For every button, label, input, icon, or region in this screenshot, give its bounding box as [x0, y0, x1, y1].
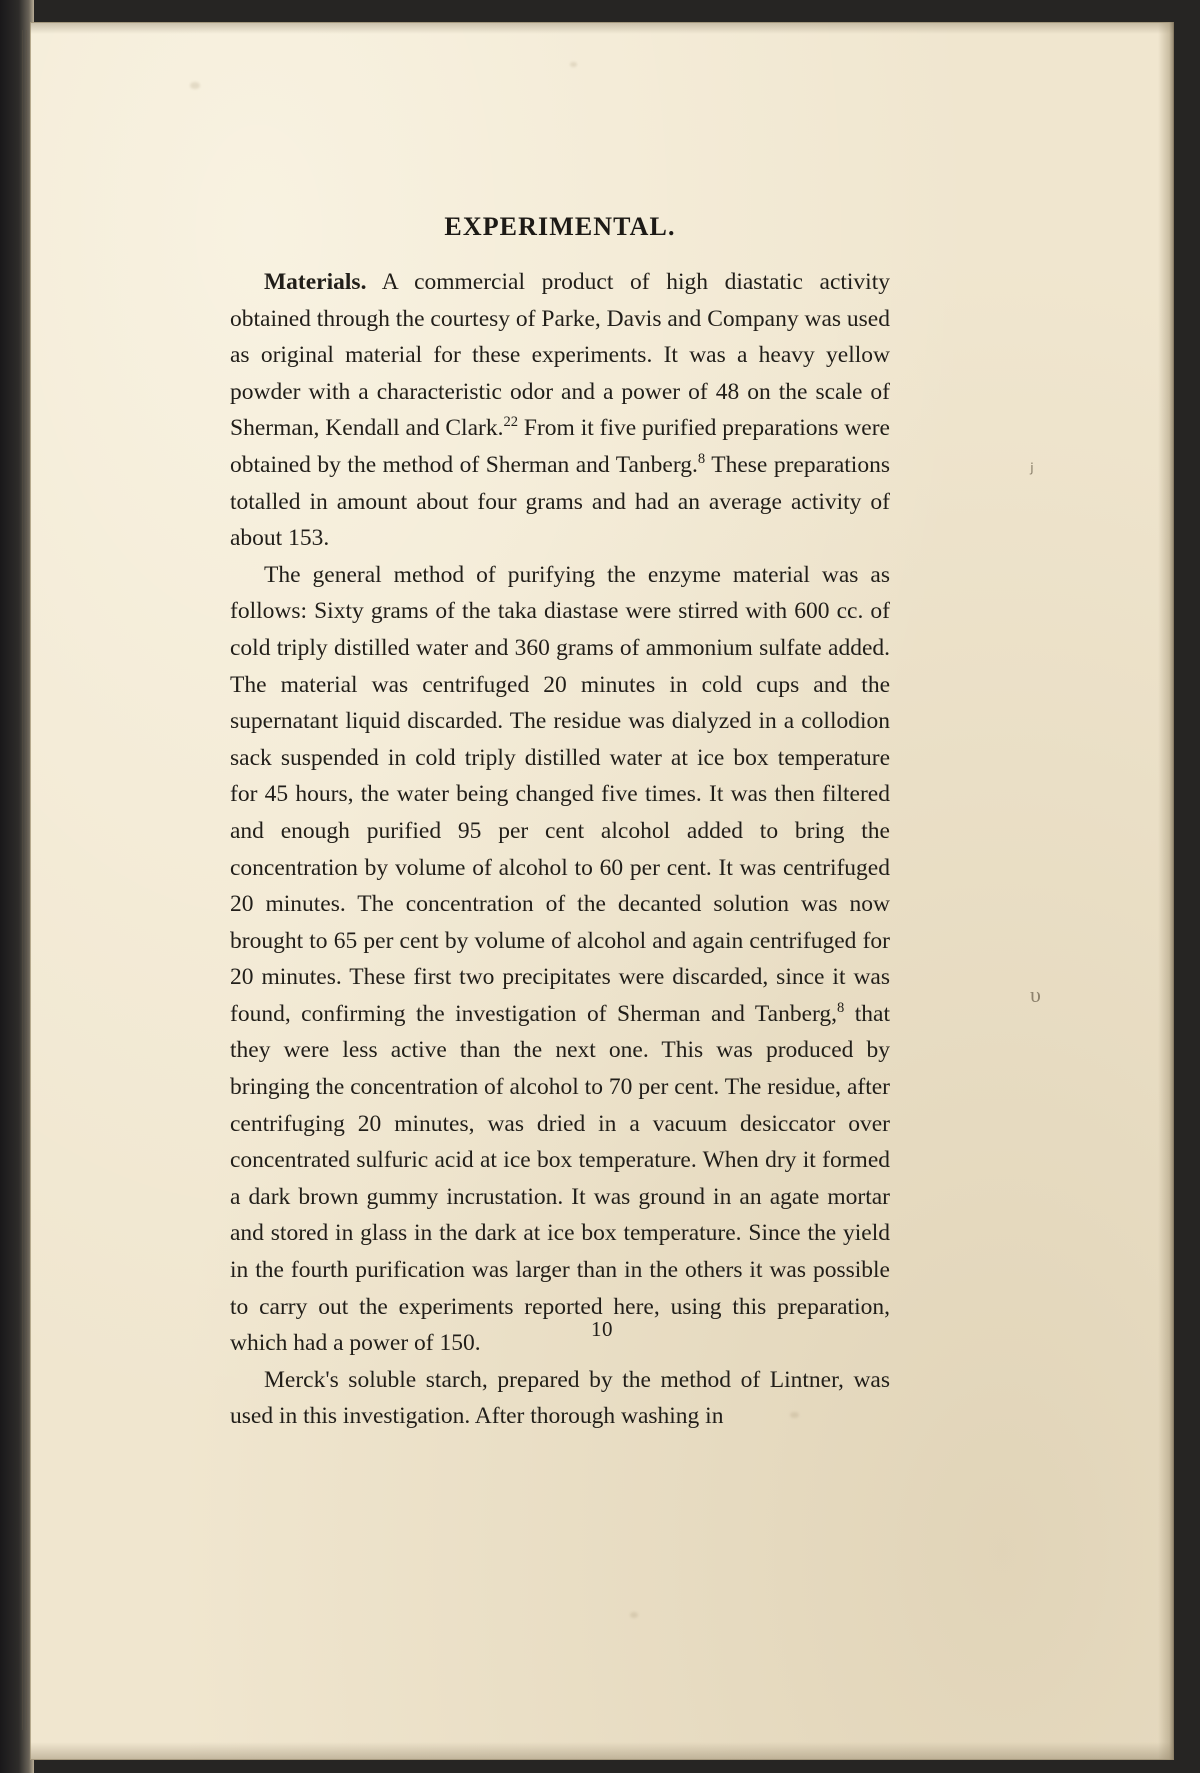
document-page	[30, 22, 1174, 1760]
paragraph-general-method	[230, 557, 890, 1362]
paragraph-text-part-3: These preparations totalled in amount about four grams and had an average activity of about 153.	[230, 451, 890, 552]
footnote-reference: 8	[697, 451, 706, 468]
book-binding-edge	[0, 0, 34, 1773]
paragraph-text-part-1: A commercial product of high diastatic activity obtained through the courtesy of Parke, Davis and Company was used as original material for these experiments. It was a heavy yellow powder with a characteristic odor and a power of 48 on the scale of Sherman, Kendall and Clark.	[230, 269, 890, 442]
paragraph-lead-in: Materials.	[264, 269, 367, 295]
paper-foxing-spot	[630, 1612, 638, 1618]
paper-foxing-spot	[190, 82, 200, 89]
paragraph-merck-starch	[230, 1362, 890, 1435]
paragraph-text-part-2: From it five purified preparations were obtained by the method of Sherman and Tanberg.	[230, 415, 890, 478]
page-edge-bottom	[30, 1742, 1174, 1760]
paragraph-text-part-2: that they were less active than the next one. This was produced by bringing the concentration of alcohol to 70 per cent. The residue, after centrifuging 20 minutes, was dried in a vacuum desiccator over concentrated sulfuric acid at ice box temperature. When dry it formed a dark brown gummy incrustation. It was ground in an agate mortar and stored in glass in the dark at ice box temperature. Since the yield in the fourth purification was larger than in the others it was possible to carry out the experiments reported here, using this preparation, which had a power of 150.	[230, 1000, 890, 1357]
text-column	[230, 212, 890, 1435]
section-heading: EXPERIMENTAL.	[444, 212, 676, 241]
paragraph-text-part-1: Merck's soluble starch, prepared by the method of Lintner, was used in this investigation. After thorough washing in	[230, 1366, 890, 1430]
margin-mark: υ	[1030, 982, 1041, 1007]
paragraph-materials	[230, 264, 890, 557]
paper-foxing-spot	[570, 62, 577, 67]
page-edge-top	[30, 22, 1174, 34]
footnote-reference: 8	[837, 1000, 845, 1017]
footnote-reference: 22	[503, 414, 519, 431]
page-number: 10	[591, 1317, 613, 1341]
paragraph-text-part-1: The general method of purifying the enzyme material was as follows: Sixty grams of the taka diastase were stirred with 600 cc. of cold triply distilled water and 360 grams of ammonium sulfate added. The material was centrifuged 20 minutes in cold cups and the supernatant liquid discarded. The residue was dialyzed in a collodion sack suspended in cold triply distilled water at ice box temperature for 45 hours, the water being changed five times. It was then filtered and enough purified 95 per cent alcohol added to bring the concentration by volume of alcohol to 60 per cent. It was centrifuged 20 minutes. The concentration of the decanted solution was now brought to 65 per cent by volume of alcohol and again centrifuged for 20 minutes. These first two precipitates were discarded, since it was found, confirming the investigation of Sherman and Tanberg,	[230, 561, 890, 1027]
page-edge-right	[1158, 22, 1174, 1760]
margin-mark: ⱼ	[1030, 452, 1034, 477]
